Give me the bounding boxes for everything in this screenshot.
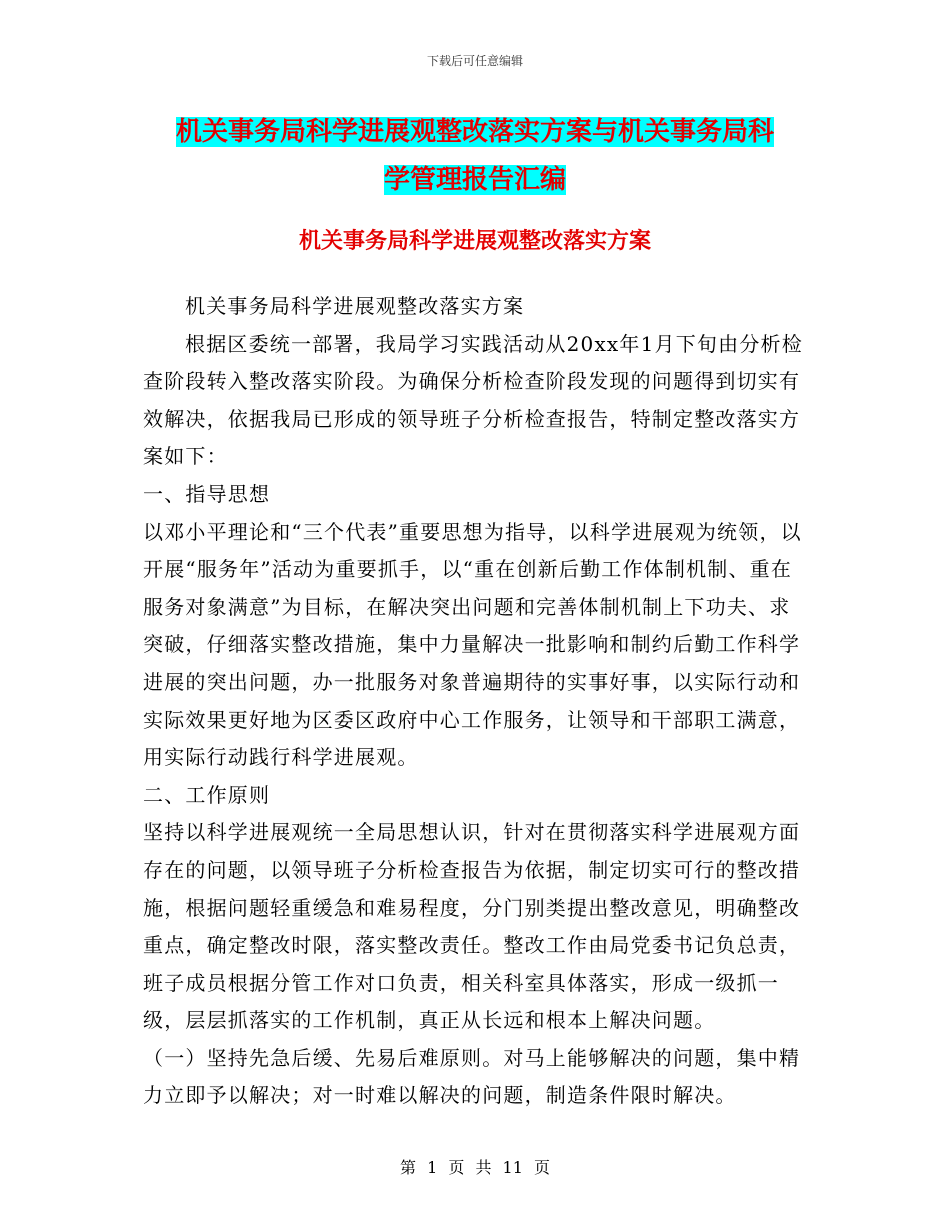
- heading-guiding-thought: 一、指导思想: [143, 481, 271, 506]
- page-number: 第 1 页 共 11 页: [400, 1158, 550, 1177]
- paragraph-guiding-thought: 以邓小平理论和“三个代表”重要思想为指导，以科学进展观为统领，以开展“服务年”活动为重要抓手，以“重在创新后勤工作体制机制、重在服务对象满意”为目标，在解决突出问题和完善体制机制上下功夫、求突破，仔细落实整改措施，集中力量解决一批影响和制约后勤工作科学进展的突出问题，办一批服务对象普遍期待的实事好事，以实际行动和实际效果更好地为区委区政府中心工作服务，让领导和干部职工满意，用实际行动践行科学进展观。: [143, 519, 802, 770]
- document-body: [143, 288, 811, 1115]
- paragraph-doc-name: 机关事务局科学进展观整改落实方案: [185, 294, 525, 318]
- document-title-line-1: 机关事务局科学进展观整改落实方案与机关事务局科: [175, 117, 774, 147]
- section-title: 机关事务局科学进展观整改落实方案: [298, 228, 651, 254]
- paragraph-work-principles: 坚持以科学进展观统一全局思想认识，针对在贯彻落实科学进展观方面存在的问题，以领导班子分析检查报告为依据，制定切实可行的整改措施，根据问题轻重缓急和难易程度，分门别类提出整改意见，明确整改重点，确定整改时限，落实整改责任。整改工作由局党委书记负总责，班子成员根据分管工作对口负责，相关科室具体落实，形成一级抓一级，层层抓落实的工作机制，真正从长远和根本上解决问题。: [143, 820, 801, 1033]
- document-title: [120, 108, 830, 204]
- heading-work-principles: 二、工作原则: [143, 782, 271, 807]
- paragraph-principle-one: （一）坚持先急后缓、先易后难原则。对马上能够解决的问题，集中精力立即予以解决；对一时难以解决的问题，制造条件限时解决。: [143, 1045, 801, 1108]
- paragraph-intro: 根据区委统一部署，我局学习实践活动从20xx年1月下旬由分析检查阶段转入整改落实阶段。为确保分析检查阶段发现的问题得到切实有效解决，依据我局已形成的领导班子分析检查报告，特制定整改落实方案如下：: [143, 331, 803, 469]
- page-header-note: 下载后可任意编辑: [426, 54, 523, 68]
- document-title-line-2: 学管理报告汇编: [383, 165, 566, 195]
